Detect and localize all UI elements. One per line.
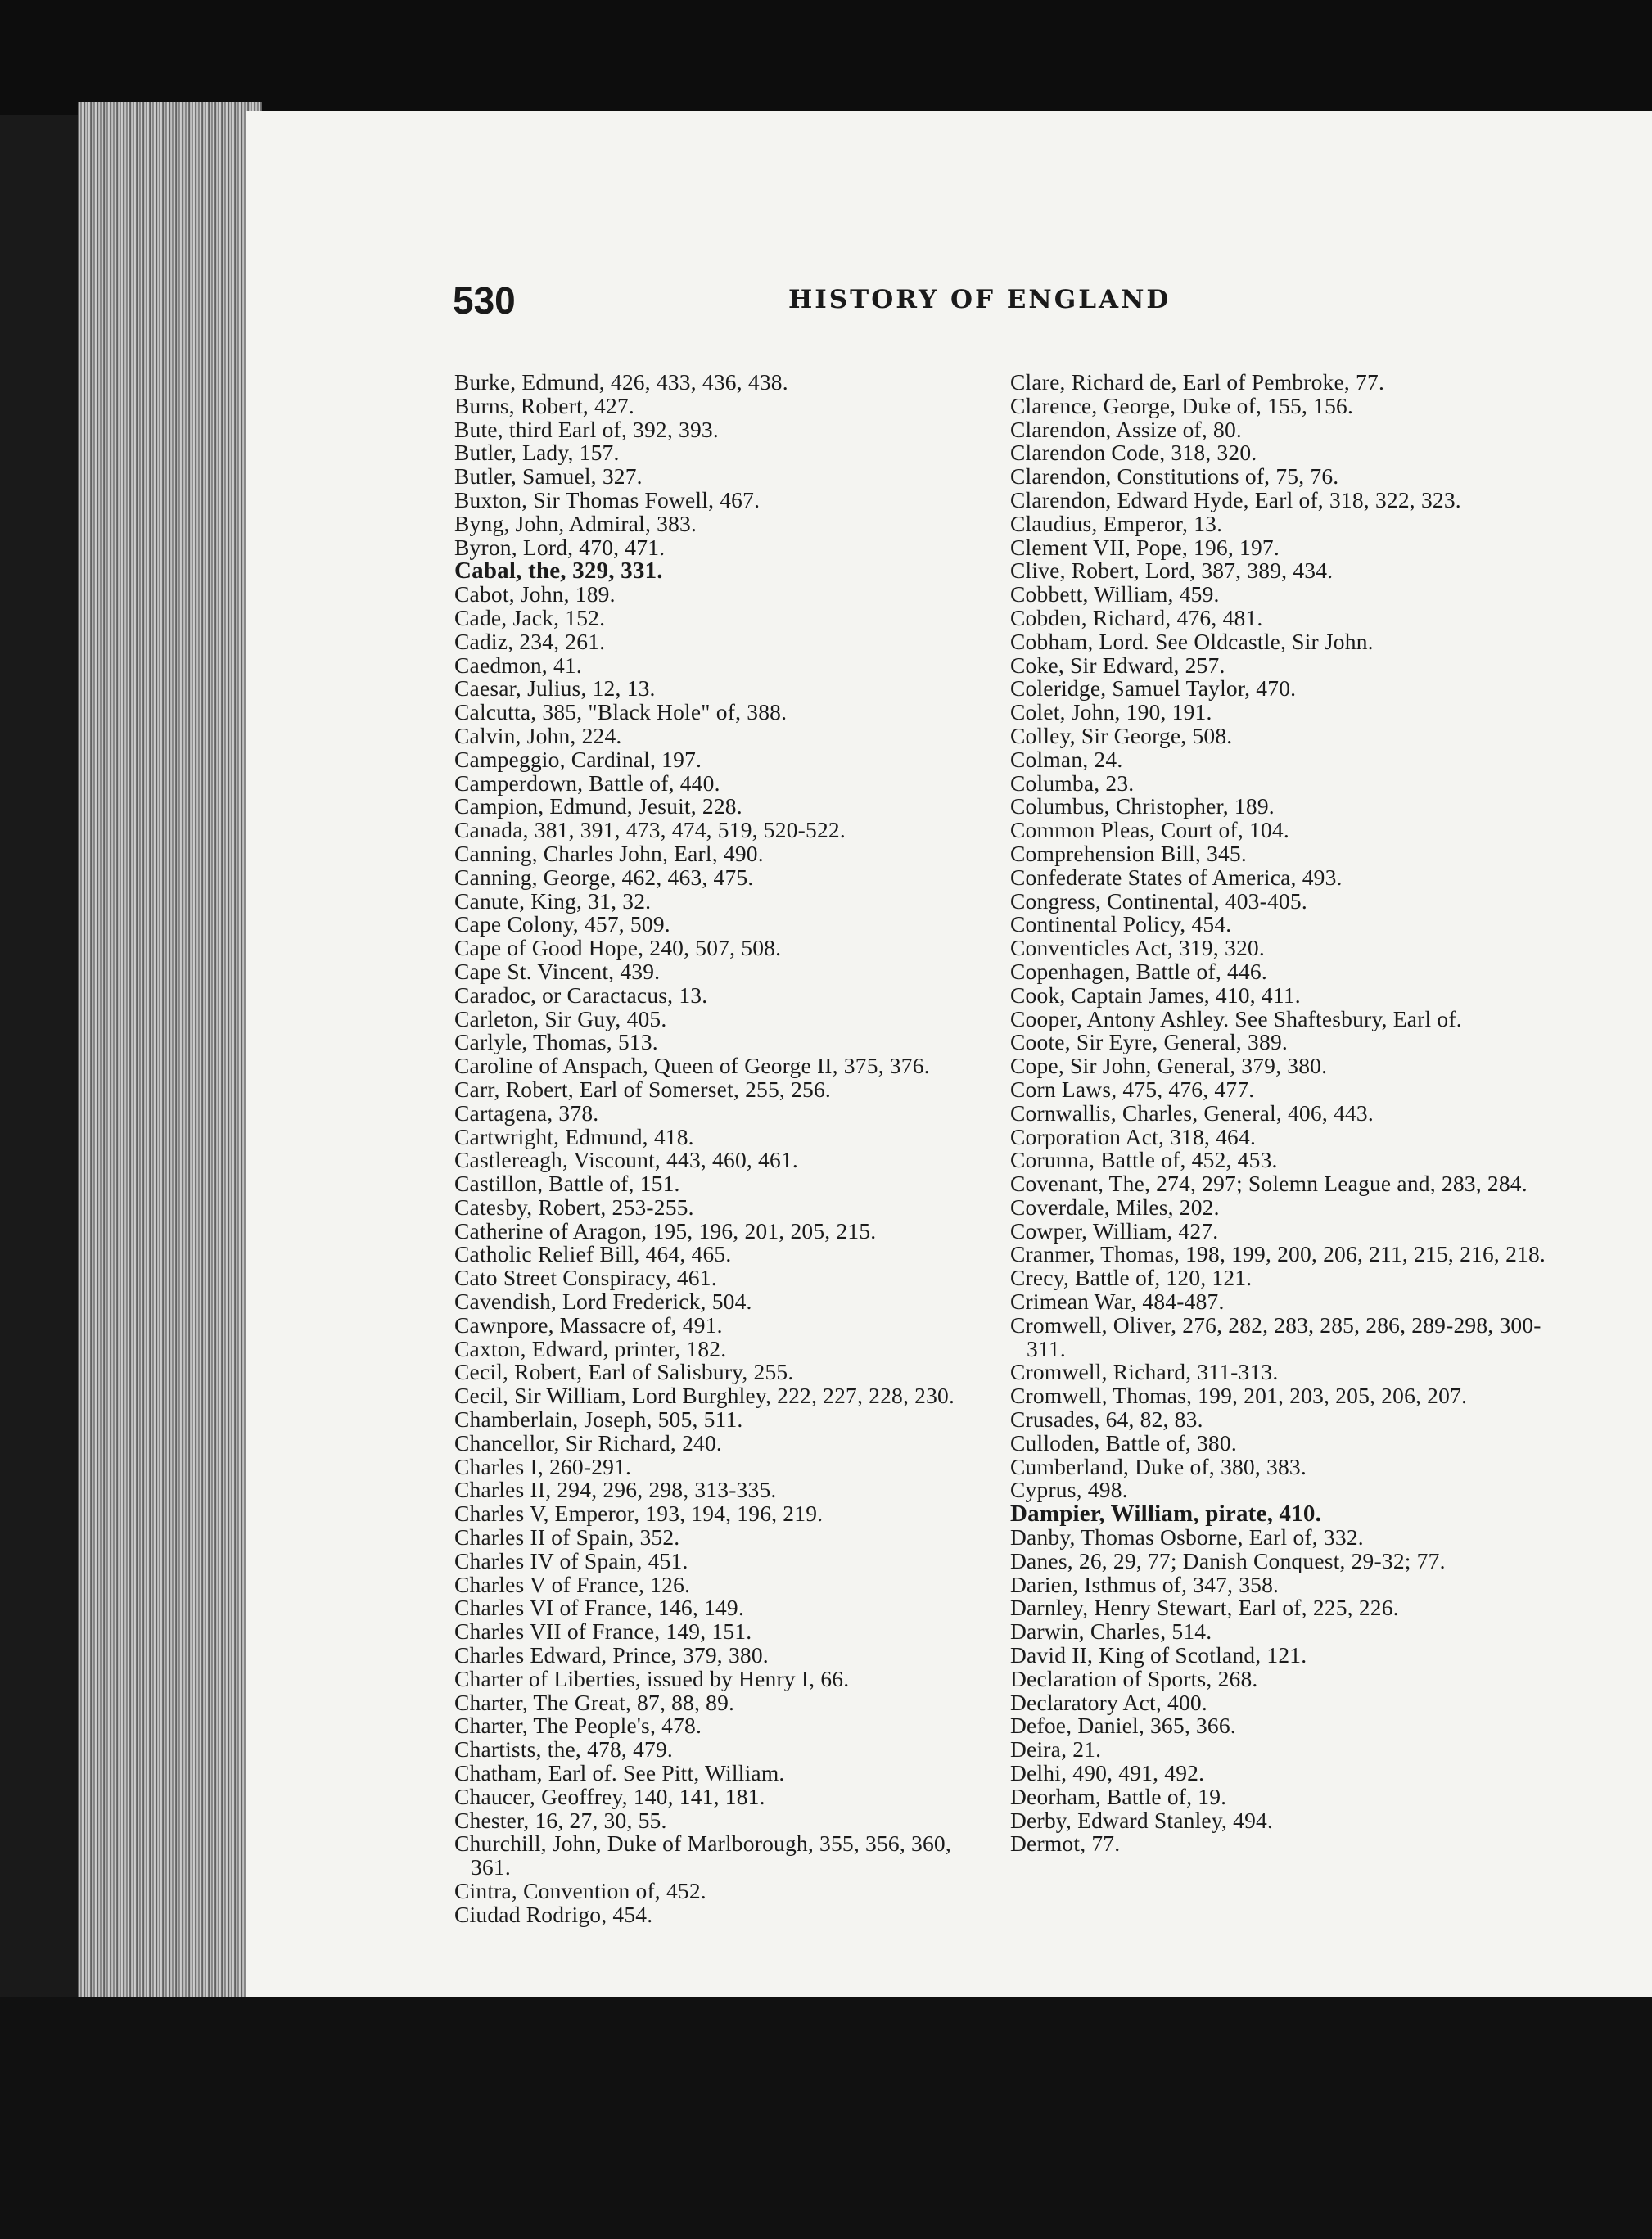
index-entry: Canute, King, 31, 32. — [454, 887, 652, 914]
index-entry: Ciudad Rodrigo, 454. — [454, 1901, 653, 1927]
index-entry: Charles VI of France, 146, 149. — [454, 1595, 744, 1621]
index-entry: Churchill, John, Duke of Marlborough, 355, 356, 360, 361. — [454, 1830, 951, 1880]
index-entry: Deorham, Battle of, 19. — [1010, 1783, 1227, 1809]
index-entry: Cecil, Sir William, Lord Burghley, 222, 227, 228, 230. — [454, 1383, 955, 1409]
index-entry: Corunna, Battle of, 452, 453. — [1010, 1147, 1278, 1173]
index-entry: Derby, Edward Stanley, 494. — [1010, 1807, 1274, 1833]
index-column-left — [454, 371, 995, 1927]
index-entry: Cintra, Convention of, 452. — [454, 1878, 706, 1903]
index-entry: Castlereagh, Viscount, 443, 460, 461. — [454, 1147, 798, 1173]
index-entry: Cade, Jack, 152. — [454, 604, 606, 630]
index-entry: Claudius, Emperor, 13. — [1010, 510, 1223, 536]
index-entry: Canning, George, 462, 463, 475. — [454, 864, 754, 890]
index-entry: Conventicles Act, 319, 320. — [1010, 935, 1265, 961]
index-entry: Burns, Robert, 427. — [454, 392, 634, 418]
index-entry: Cornwallis, Charles, General, 406, 443. — [1010, 1099, 1374, 1126]
index-entry: Darnley, Henry Stewart, Earl of, 225, 226. — [1010, 1595, 1399, 1621]
index-entry: Cape of Good Hope, 240, 507, 508. — [454, 935, 782, 961]
index-entry: Chester, 16, 27, 30, 55. — [454, 1807, 667, 1833]
index-entry: Burke, Edmund, 426, 433, 436, 438. — [454, 369, 788, 395]
index-entry: Coote, Sir Eyre, General, 389. — [1010, 1029, 1288, 1055]
index-entry: Congress, Continental, 403-405. — [1010, 887, 1307, 914]
index-entry: Cavendish, Lord Frederick, 504. — [454, 1289, 752, 1315]
index-entry: Byron, Lord, 470, 471. — [454, 534, 666, 560]
index-entry: Cobden, Richard, 476, 481. — [1010, 604, 1263, 630]
index-entry: Clarendon, Assize of, 80. — [1010, 416, 1243, 442]
index-entry: Cowper, William, 427. — [1010, 1217, 1219, 1244]
index-entry: Corporation Act, 318, 464. — [1010, 1123, 1257, 1149]
index-entry: Crimean War, 484-487. — [1010, 1289, 1225, 1315]
index-entry: Cartwright, Edmund, 418. — [454, 1123, 694, 1149]
index-entry: Caxton, Edward, printer, 182. — [454, 1335, 727, 1361]
index-entry: Cawnpore, Massacre of, 491. — [454, 1311, 723, 1338]
index-entry: Danby, Thomas Osborne, Earl of, 332. — [1010, 1524, 1364, 1551]
index-entry: Continental Policy, 454. — [1010, 911, 1232, 937]
index-entry: Cook, Captain James, 410, 411. — [1010, 982, 1301, 1008]
index-entry: Chartists, the, 478, 479. — [454, 1736, 674, 1763]
index-entry: Chancellor, Sir Richard, 240. — [454, 1429, 722, 1456]
index-entry: Carlyle, Thomas, 513. — [454, 1029, 658, 1055]
index-entry: Cromwell, Oliver, 276, 282, 283, 285, 286, 289-298, 300-311. — [1010, 1311, 1541, 1361]
index-entry: Colet, John, 190, 191. — [1010, 699, 1212, 725]
index-column-right — [1010, 371, 1550, 1856]
index-entry: Cecil, Robert, Earl of Salisbury, 255. — [454, 1359, 794, 1385]
index-entry: Charles IV of Spain, 451. — [454, 1547, 688, 1573]
index-entry: Clarendon Code, 318, 320. — [1010, 440, 1257, 466]
index-entry: Crusades, 64, 82, 83. — [1010, 1406, 1203, 1433]
index-entry: Cobham, Lord. See Oldcastle, Sir John. — [1010, 628, 1374, 654]
index-entry: Cumberland, Duke of, 380, 383. — [1010, 1453, 1307, 1479]
index-entry: Catherine of Aragon, 195, 196, 201, 205, 215. — [454, 1217, 877, 1244]
index-entry: Comprehension Bill, 345. — [1010, 840, 1247, 866]
index-entry: Clive, Robert, Lord, 387, 389, 434. — [1010, 557, 1334, 584]
index-entry: Cabot, John, 189. — [454, 581, 616, 607]
index-entry: Caesar, Julius, 12, 13. — [454, 675, 656, 702]
index-entry: Coke, Sir Edward, 257. — [1010, 652, 1225, 678]
index-entry: Deira, 21. — [1010, 1736, 1102, 1763]
index-entry: Calvin, John, 224. — [454, 722, 622, 748]
index-entry: Butler, Lady, 157. — [454, 440, 620, 466]
index-entry: Cyprus, 498. — [1010, 1477, 1128, 1503]
index-entry: Charles I, 260-291. — [454, 1453, 632, 1479]
index-entry: Butler, Samuel, 327. — [454, 463, 643, 490]
index-entry: Catesby, Robert, 253-255. — [454, 1194, 694, 1220]
index-entry: Cape St. Vincent, 439. — [454, 958, 661, 984]
index-entry: Charles V, Emperor, 193, 194, 196, 219. — [454, 1501, 824, 1527]
index-entry: Canning, Charles John, Earl, 490. — [454, 840, 764, 866]
index-entry: Carr, Robert, Earl of Somerset, 255, 256. — [454, 1076, 831, 1102]
page-header — [453, 278, 1271, 327]
index-entry: Chamberlain, Joseph, 505, 511. — [454, 1406, 743, 1433]
index-entry: Crecy, Battle of, 120, 121. — [1010, 1265, 1253, 1291]
index-entry: Charter, The Great, 87, 88, 89. — [454, 1689, 735, 1715]
index-entry: Canada, 381, 391, 473, 474, 519, 520-522. — [454, 817, 846, 843]
index-entry: David II, King of Scotland, 121. — [1010, 1642, 1307, 1668]
index-entry: Cooper, Antony Ashley. See Shaftesbury, Earl of. — [1010, 1005, 1462, 1031]
index-entry: Chaucer, Geoffrey, 140, 141, 181. — [454, 1783, 765, 1809]
index-entry: Culloden, Battle of, 380. — [1010, 1429, 1237, 1456]
running-title: HISTORY OF ENGLAND — [788, 285, 1171, 314]
index-entry: Catholic Relief Bill, 464, 465. — [454, 1241, 732, 1267]
page-number: 530 — [453, 279, 516, 322]
index-entry: Charles Edward, Prince, 379, 380. — [454, 1642, 769, 1668]
index-entry: Covenant, The, 274, 297; Solemn League and, 283, 284. — [1010, 1171, 1528, 1197]
index-entry: Charles VII of France, 149, 151. — [454, 1618, 752, 1645]
index-entry: Dampier, William, pirate, 410. — [1010, 1501, 1322, 1528]
index-entry: Castillon, Battle of, 151. — [454, 1171, 680, 1197]
index-entry: Dermot, 77. — [1010, 1830, 1121, 1857]
index-entry: Carleton, Sir Guy, 405. — [454, 1005, 667, 1031]
index-entry: Coleridge, Samuel Taylor, 470. — [1010, 675, 1297, 702]
index-entry: Cabal, the, 329, 331. — [454, 557, 663, 585]
index-entry: Confederate States of America, 493. — [1010, 864, 1343, 890]
index-entry: Darwin, Charles, 514. — [1010, 1618, 1212, 1645]
index-entry: Charles V of France, 126. — [454, 1571, 691, 1597]
index-entry: Clement VII, Pope, 196, 197. — [1010, 534, 1280, 560]
index-entry: Clare, Richard de, Earl of Pembroke, 77. — [1010, 369, 1385, 395]
index-entry: Danes, 26, 29, 77; Danish Conquest, 29-32; 77. — [1010, 1547, 1446, 1573]
index-entry: Cobbett, William, 459. — [1010, 581, 1220, 607]
index-entry: Charter of Liberties, issued by Henry I, 66. — [454, 1665, 850, 1691]
index-entry: Caedmon, 41. — [454, 652, 582, 678]
index-entry: Buxton, Sir Thomas Fowell, 467. — [454, 486, 761, 512]
index-entry: Caradoc, or Caractacus, 13. — [454, 982, 708, 1008]
index-entry: Clarence, George, Duke of, 155, 156. — [1010, 392, 1354, 418]
index-entry: Cromwell, Richard, 311-313. — [1010, 1359, 1279, 1385]
book-page-edges — [78, 102, 262, 2010]
index-entry: Calcutta, 385, "Black Hole" of, 388. — [454, 699, 788, 725]
index-entry: Clarendon, Edward Hyde, Earl of, 318, 322, 323. — [1010, 486, 1461, 512]
index-entry: Cato Street Conspiracy, 461. — [454, 1265, 717, 1291]
index-entry: Cape Colony, 457, 509. — [454, 911, 670, 937]
index-entry: Cranmer, Thomas, 198, 199, 200, 206, 211, 215, 216, 218. — [1010, 1241, 1546, 1267]
index-entry: Byng, John, Admiral, 383. — [454, 510, 697, 536]
index-entry: Charles II of Spain, 352. — [454, 1524, 680, 1551]
index-entry: Defoe, Daniel, 365, 366. — [1010, 1713, 1236, 1739]
index-entry: Coverdale, Miles, 202. — [1010, 1194, 1220, 1220]
index-entry: Corn Laws, 475, 476, 477. — [1010, 1076, 1255, 1102]
index-entry: Bute, third Earl of, 392, 393. — [454, 416, 719, 442]
index-entry: Columbus, Christopher, 189. — [1010, 793, 1275, 819]
index-entry: Darien, Isthmus of, 347, 358. — [1010, 1571, 1280, 1597]
index-entry: Caroline of Anspach, Queen of George II, 375, 376. — [454, 1053, 930, 1079]
index-entry: Delhi, 490, 491, 492. — [1010, 1760, 1205, 1786]
index-entry: Cope, Sir John, General, 379, 380. — [1010, 1053, 1328, 1079]
index-entry: Cartagena, 378. — [454, 1099, 599, 1126]
index-entry: Common Pleas, Court of, 104. — [1010, 817, 1289, 843]
index-entry: Charles II, 294, 296, 298, 313-335. — [454, 1477, 777, 1503]
index-entry: Colley, Sir George, 508. — [1010, 722, 1233, 748]
scan-border-bottom — [0, 1997, 1652, 2239]
index-entry: Charter, The People's, 478. — [454, 1713, 702, 1739]
index-entry: Cromwell, Thomas, 199, 201, 203, 205, 206, 207. — [1010, 1383, 1468, 1409]
index-entry: Camperdown, Battle of, 440. — [454, 770, 720, 796]
index-entry: Declaration of Sports, 268. — [1010, 1665, 1258, 1691]
index-entry: Chatham, Earl of. See Pitt, William. — [454, 1760, 785, 1786]
index-entry: Copenhagen, Battle of, 446. — [1010, 958, 1267, 984]
index-entry: Cadiz, 234, 261. — [454, 628, 606, 654]
index-entry: Colman, 24. — [1010, 746, 1123, 772]
index-entry: Campeggio, Cardinal, 197. — [454, 746, 702, 772]
index-entry: Clarendon, Constitutions of, 75, 76. — [1010, 463, 1339, 490]
scan-border-top — [0, 0, 1652, 115]
index-entry: Campion, Edmund, Jesuit, 228. — [454, 793, 742, 819]
index-entry: Declaratory Act, 400. — [1010, 1689, 1207, 1715]
index-entry: Columba, 23. — [1010, 770, 1135, 796]
